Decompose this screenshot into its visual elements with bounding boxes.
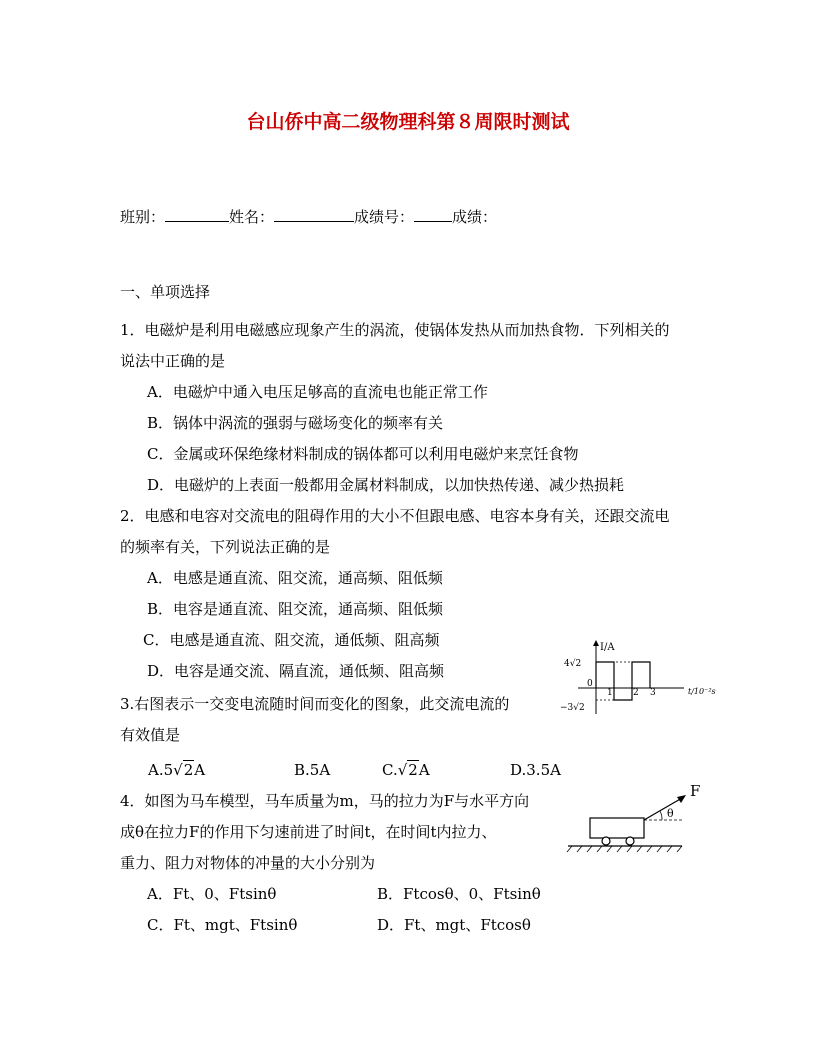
force-arrow-line — [644, 798, 682, 820]
student-info-line — [120, 206, 497, 227]
sqrt-sign: √2 — [397, 761, 418, 779]
q1-stem-line1: 1．电磁炉是利用电磁感应现象产生的涡流，使锅体发热从而加热食物．下列相关的 — [120, 321, 670, 339]
q3-option-c-prefix: C. — [382, 761, 398, 779]
q3-option-a[interactable] — [148, 760, 205, 780]
x-axis-label: t/10⁻²s — [688, 687, 716, 696]
name-label: 姓名： — [229, 208, 275, 226]
q4-stem-line2: 成θ在拉力F的作用下匀速前进了时间t，在时间t内拉力、 — [120, 823, 497, 841]
q2-option-c[interactable]: C．电感是通直流、阻交流，通低频、阻高频 — [143, 631, 440, 649]
name-blank[interactable] — [274, 206, 354, 222]
q3-option-b[interactable]: B.5A — [294, 761, 331, 779]
sqrt-sign: √2 — [173, 761, 194, 779]
number-blank[interactable] — [414, 206, 452, 222]
y-axis-label: I/A — [600, 642, 615, 653]
section-heading: 一、单项选择 — [120, 283, 211, 301]
q1-stem-line2: 说法中正确的是 — [120, 352, 226, 370]
angle-label: θ — [667, 807, 674, 820]
q3-option-a-unit: A — [194, 761, 206, 779]
q3-option-d[interactable]: D.3.5A — [510, 761, 561, 779]
number-label: 成绩号： — [354, 208, 415, 226]
bottom-value-label: −3√2 — [560, 703, 585, 713]
q1-option-d[interactable]: D．电磁炉的上表面一般都用金属材料制成，以加快热传递、减少热损耗 — [147, 476, 625, 494]
tick-label-2: 2 — [633, 688, 639, 698]
q3-stem-line2: 有效值是 — [120, 726, 181, 744]
q2-option-d[interactable]: D．电容是通交流、隔直流，通低频、阻高频 — [147, 662, 445, 680]
cart-body — [590, 818, 644, 838]
tick-label-3: 3 — [650, 688, 656, 698]
force-label: F — [690, 782, 701, 800]
q2-option-a[interactable]: A．电感是通直流、阻交流，通高频、阻低频 — [147, 569, 443, 587]
q2-stem-line2: 的频率有关，下列说法正确的是 — [120, 538, 331, 556]
q4-stem-line1: 4．如图为马车模型，马车质量为m，马的拉力为F与水平方向 — [120, 792, 530, 810]
class-blank[interactable] — [165, 206, 229, 222]
top-value-label: 4√2 — [564, 659, 582, 669]
cart-wheel-left — [602, 837, 610, 845]
q4-stem-line3: 重力、阻力对物体的冲量的大小分别为 — [120, 854, 376, 872]
q3-option-a-radicand: 2 — [183, 761, 194, 779]
q4-option-b[interactable]: B．Ftcosθ、0、Ftsinθ — [377, 885, 541, 903]
q1-option-b[interactable]: B．锅体中涡流的强弱与磁场变化的频率有关 — [147, 414, 444, 432]
q2-option-b[interactable]: B．电容是通直流、阻交流，通高频、阻低频 — [147, 600, 444, 618]
force-arrow-head — [677, 795, 686, 803]
q3-stem-line1: 3.右图表示一交变电流随时间而变化的图象，此交流电流的 — [120, 695, 510, 713]
angle-arc — [660, 811, 662, 820]
q3-option-c-unit: A — [418, 761, 430, 779]
q4-option-d[interactable]: D．Ft、mgt、Ftcosθ — [377, 916, 531, 934]
score-label: 成绩： — [452, 208, 498, 226]
current-time-graph — [560, 636, 720, 722]
q1-option-c[interactable]: C．金属或环保绝缘材料制成的锅体都可以利用电磁炉来烹饪食物 — [147, 445, 579, 463]
page-title: 台山侨中高二级物理科第８周限时测试 — [246, 111, 570, 133]
q3-option-a-prefix: A.5 — [148, 761, 174, 779]
q2-stem-line1: 2．电感和电容对交流电的阻碍作用的大小不但跟电感、电容本身有关，还跟交流电 — [120, 507, 670, 525]
q4-option-a[interactable]: A．Ft、0、Ftsinθ — [147, 885, 277, 903]
q4-option-c[interactable]: C．Ft、mgt、Ftsinθ — [147, 916, 298, 934]
y-axis-arrow — [593, 640, 599, 646]
q3-option-c[interactable] — [382, 760, 430, 780]
ground-hatching — [567, 846, 682, 852]
square-wave — [596, 662, 650, 700]
tick-label-1: 1 — [607, 688, 613, 698]
class-label: 班别： — [120, 208, 166, 226]
q3-option-c-radicand: 2 — [408, 761, 418, 779]
cart-wheel-right — [626, 837, 634, 845]
q1-option-a[interactable]: A．电磁炉中通入电压足够高的直流电也能正常工作 — [147, 383, 488, 401]
origin-label: 0 — [587, 679, 593, 689]
carriage-figure — [566, 782, 716, 854]
